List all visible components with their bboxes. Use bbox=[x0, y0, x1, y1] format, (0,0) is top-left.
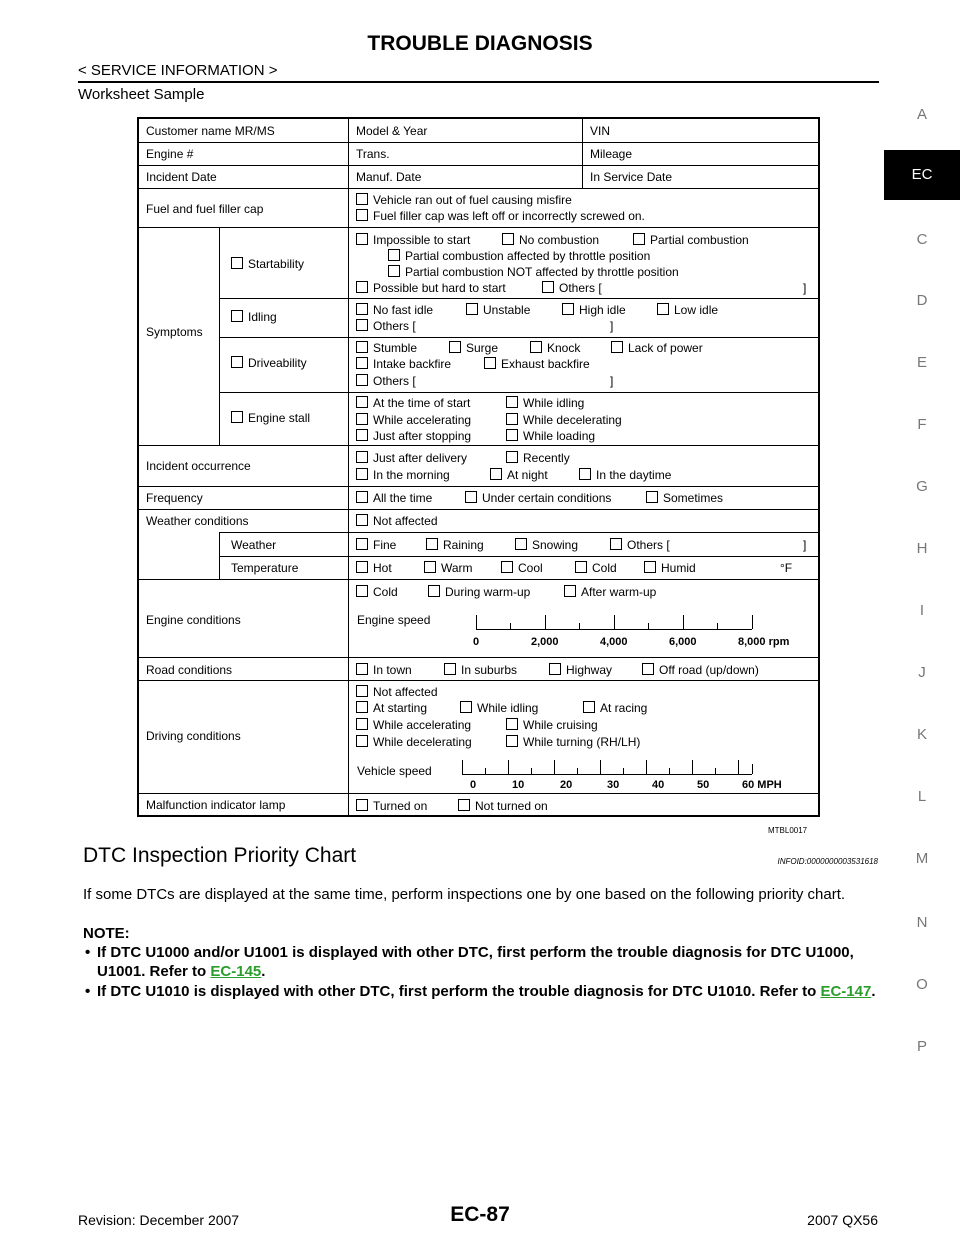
speed-tick-0: 0 bbox=[470, 779, 477, 791]
symptoms-label: Symptoms bbox=[146, 325, 203, 339]
opt-at-start[interactable]: At the time of start bbox=[356, 396, 470, 410]
trans-label: Trans. bbox=[356, 147, 390, 161]
opt-humid[interactable]: Humid bbox=[644, 561, 696, 575]
opt-hard-to-start[interactable]: Possible but hard to start bbox=[356, 281, 506, 295]
opt-during-warmup[interactable]: During warm-up bbox=[428, 585, 530, 599]
customer-name-label: Customer name MR/MS bbox=[146, 124, 275, 138]
opt-hot[interactable]: Hot bbox=[356, 561, 392, 575]
opt-morning[interactable]: In the morning bbox=[356, 468, 450, 482]
side-tab-i[interactable]: I bbox=[919, 602, 925, 619]
idling-checkbox[interactable]: Idling bbox=[231, 310, 277, 324]
side-tab-a[interactable]: A bbox=[916, 106, 927, 123]
speed-tick-20: 20 bbox=[560, 779, 573, 791]
temperature-label: Temperature bbox=[231, 561, 299, 575]
driveability-checkbox[interactable]: Driveability bbox=[231, 356, 307, 370]
opt-no-combustion[interactable]: No combustion bbox=[502, 233, 599, 247]
in-service-date-label: In Service Date bbox=[590, 170, 673, 184]
opt-not-turned-on[interactable]: Not turned on bbox=[458, 799, 548, 813]
engine-conditions-label: Engine conditions bbox=[146, 613, 241, 627]
speed-tick-30: 30 bbox=[607, 779, 620, 791]
speed-tick-50: 50 bbox=[697, 779, 710, 791]
opt-at-starting[interactable]: At starting bbox=[356, 701, 427, 715]
opt-intake-backfire[interactable]: Intake backfire bbox=[356, 357, 451, 371]
bracket-close: ] bbox=[610, 374, 614, 388]
opt-driving-not-affected[interactable]: Not affected bbox=[356, 685, 438, 699]
note-bullet-1: • If DTC U1000 and/or U1001 is displayed with other DTC, first perform the trouble diagnosis for DTC U1000, U1001. Refer to EC-145. bbox=[85, 944, 854, 980]
footer-revision: Revision: December 2007 bbox=[78, 1212, 240, 1228]
opt-while-cruising[interactable]: While cruising bbox=[506, 718, 598, 732]
opt-snowing[interactable]: Snowing bbox=[515, 538, 578, 552]
opt-cool[interactable]: Cool bbox=[501, 561, 543, 575]
engine-tick-0: 0 bbox=[473, 636, 480, 648]
opt-after-stopping[interactable]: Just after stopping bbox=[356, 429, 471, 443]
opt-raining[interactable]: Raining bbox=[426, 538, 484, 552]
engine-tick-6000: 6,000 bbox=[669, 636, 697, 648]
engine-number-label: Engine # bbox=[146, 147, 194, 161]
opt-recently[interactable]: Recently bbox=[506, 451, 570, 465]
side-tab-m[interactable]: M bbox=[915, 850, 929, 867]
opt-partial-not-affected[interactable]: Partial combustion NOT affected by throttle position bbox=[388, 265, 679, 279]
side-tab-f[interactable]: F bbox=[917, 416, 927, 433]
opt-warm[interactable]: Warm bbox=[424, 561, 473, 575]
bracket-close: ] bbox=[803, 281, 807, 295]
driving-conditions-label: Driving conditions bbox=[146, 729, 241, 743]
opt-night[interactable]: At night bbox=[490, 468, 548, 482]
note-bullet-2: • If DTC U1010 is displayed with other DTC, first perform the trouble diagnosis for DTC U1010. Refer to EC-147. bbox=[85, 983, 876, 1000]
opt-engine-cold[interactable]: Cold bbox=[356, 585, 398, 599]
opt-all-the-time[interactable]: All the time bbox=[356, 491, 432, 505]
mileage-label: Mileage bbox=[590, 147, 633, 161]
opt-driving-accelerating[interactable]: While accelerating bbox=[356, 718, 471, 732]
opt-driveability-others[interactable]: Others [ bbox=[356, 374, 416, 388]
opt-highway[interactable]: Highway bbox=[549, 663, 612, 677]
worksheet-label: Worksheet Sample bbox=[78, 86, 205, 103]
opt-while-decelerating[interactable]: While decelerating bbox=[506, 413, 622, 427]
side-tab-l[interactable]: L bbox=[917, 788, 927, 805]
opt-daytime[interactable]: In the daytime bbox=[579, 468, 671, 482]
dtc-section-title: DTC Inspection Priority Chart bbox=[83, 844, 357, 867]
side-tab-k[interactable]: K bbox=[916, 726, 927, 743]
temperature-unit: °F bbox=[780, 561, 793, 575]
opt-unstable[interactable]: Unstable bbox=[466, 303, 530, 317]
engine-tick-8000: 8,000 rpm bbox=[738, 636, 790, 648]
side-tab-d[interactable]: D bbox=[916, 292, 928, 309]
opt-stumble[interactable]: Stumble bbox=[356, 341, 417, 355]
checkbox[interactable] bbox=[356, 209, 368, 221]
link-ec-147[interactable]: EC-147 bbox=[820, 983, 872, 1000]
vin-label: VIN bbox=[590, 124, 611, 138]
opt-off-road[interactable]: Off road (up/down) bbox=[642, 663, 759, 677]
opt-sometimes[interactable]: Sometimes bbox=[646, 491, 723, 505]
opt-cold[interactable]: Cold bbox=[575, 561, 617, 575]
opt-while-idling[interactable]: While idling bbox=[506, 396, 584, 410]
info-id: INFOID:0000000003531618 bbox=[777, 857, 878, 866]
fuel-opt-ran-out[interactable]: Vehicle ran out of fuel causing misfire bbox=[356, 193, 572, 207]
engine-speed-label: Engine speed bbox=[357, 613, 431, 627]
fuel-label: Fuel and fuel filler cap bbox=[146, 202, 264, 216]
side-tab-ec[interactable]: EC bbox=[884, 150, 960, 200]
engine-tick-2000: 2,000 bbox=[531, 636, 559, 648]
opt-exhaust-backfire[interactable]: Exhaust backfire bbox=[484, 357, 590, 371]
section-subtitle: < SERVICE INFORMATION > bbox=[78, 62, 278, 79]
frequency-label: Frequency bbox=[146, 491, 203, 505]
opt-weather-not-affected[interactable]: Not affected bbox=[356, 514, 438, 528]
weather-label: Weather bbox=[231, 538, 277, 552]
incident-date-label: Incident Date bbox=[146, 170, 217, 184]
side-tab-n[interactable]: N bbox=[916, 914, 928, 931]
opt-lack-of-power[interactable]: Lack of power bbox=[611, 341, 703, 355]
speed-tick-10: 10 bbox=[512, 779, 525, 791]
side-tab-e[interactable]: E bbox=[916, 354, 927, 371]
engine-tick-4000: 4,000 bbox=[600, 636, 628, 648]
opt-while-turning[interactable]: While turning (RH/LH) bbox=[506, 735, 640, 749]
page-title: TROUBLE DIAGNOSIS bbox=[367, 32, 593, 55]
opt-low-idle[interactable]: Low idle bbox=[657, 303, 718, 317]
note-label: NOTE: bbox=[83, 925, 130, 942]
side-tab-p[interactable]: P bbox=[916, 1038, 927, 1055]
checkbox[interactable] bbox=[356, 193, 368, 205]
opt-surge[interactable]: Surge bbox=[449, 341, 498, 355]
link-ec-145[interactable]: EC-145 bbox=[210, 963, 262, 980]
opt-after-delivery[interactable]: Just after delivery bbox=[356, 451, 467, 465]
footer-page-number: EC-87 bbox=[450, 1203, 510, 1226]
footer-model: 2007 QX56 bbox=[807, 1212, 878, 1228]
worksheet-table bbox=[137, 117, 820, 817]
opt-while-accelerating[interactable]: While accelerating bbox=[356, 413, 471, 427]
speed-tick-40: 40 bbox=[652, 779, 665, 791]
engine-stall-checkbox[interactable]: Engine stall bbox=[231, 411, 310, 425]
opt-weather-others[interactable]: Others [ bbox=[610, 538, 670, 552]
opt-impossible-start[interactable]: Impossible to start bbox=[356, 233, 470, 247]
opt-startability-others[interactable]: Others [ bbox=[542, 281, 602, 295]
opt-driving-decelerating[interactable]: While decelerating bbox=[356, 735, 472, 749]
checkbox[interactable] bbox=[231, 310, 243, 322]
opt-partial-combustion[interactable]: Partial combustion bbox=[633, 233, 749, 247]
side-tab-g[interactable]: G bbox=[916, 478, 928, 495]
side-tab-h[interactable]: H bbox=[916, 540, 928, 557]
side-tab-c[interactable]: C bbox=[916, 231, 928, 248]
figure-code: MTBL0017 bbox=[768, 826, 808, 835]
model-year-label: Model & Year bbox=[356, 124, 428, 138]
header-rule bbox=[78, 81, 879, 83]
checkbox[interactable] bbox=[231, 411, 243, 423]
opt-while-loading[interactable]: While loading bbox=[506, 429, 595, 443]
opt-in-suburbs[interactable]: In suburbs bbox=[444, 663, 517, 677]
checkbox[interactable] bbox=[231, 356, 243, 368]
opt-turned-on[interactable]: Turned on bbox=[356, 799, 427, 813]
vehicle-speed-label: Vehicle speed bbox=[357, 764, 432, 778]
opt-high-idle[interactable]: High idle bbox=[562, 303, 626, 317]
fuel-opt-cap-off[interactable]: Fuel filler cap was left off or incorrectly screwed on. bbox=[356, 209, 645, 223]
mil-label: Malfunction indicator lamp bbox=[146, 798, 286, 812]
dtc-intro: If some DTCs are displayed at the same time, perform inspections one by one based on the following priority chart. bbox=[83, 886, 846, 903]
bracket-close: ] bbox=[610, 319, 614, 333]
startability-checkbox[interactable]: Startability bbox=[231, 257, 304, 271]
opt-no-fast-idle[interactable]: No fast idle bbox=[356, 303, 433, 317]
side-tab-o[interactable]: O bbox=[916, 976, 928, 993]
opt-in-town[interactable]: In town bbox=[356, 663, 412, 677]
occurrence-label: Incident occurrence bbox=[146, 459, 251, 473]
side-tab-j[interactable]: J bbox=[918, 664, 926, 681]
opt-fine[interactable]: Fine bbox=[356, 538, 396, 552]
speed-tick-60: 60 MPH bbox=[742, 779, 782, 791]
manuf-date-label: Manuf. Date bbox=[356, 170, 422, 184]
weather-conditions-label: Weather conditions bbox=[146, 514, 249, 528]
opt-certain-conditions[interactable]: Under certain conditions bbox=[465, 491, 611, 505]
opt-at-racing[interactable]: At racing bbox=[583, 701, 647, 715]
opt-knock[interactable]: Knock bbox=[530, 341, 580, 355]
checkbox[interactable] bbox=[231, 257, 243, 269]
opt-partial-affected[interactable]: Partial combustion affected by throttle position bbox=[388, 249, 650, 263]
opt-after-warmup[interactable]: After warm-up bbox=[564, 585, 656, 599]
opt-idling-others[interactable]: Others [ bbox=[356, 319, 416, 333]
road-conditions-label: Road conditions bbox=[146, 663, 233, 677]
bracket-close: ] bbox=[803, 538, 807, 552]
opt-driving-idling[interactable]: While idling bbox=[460, 701, 538, 715]
